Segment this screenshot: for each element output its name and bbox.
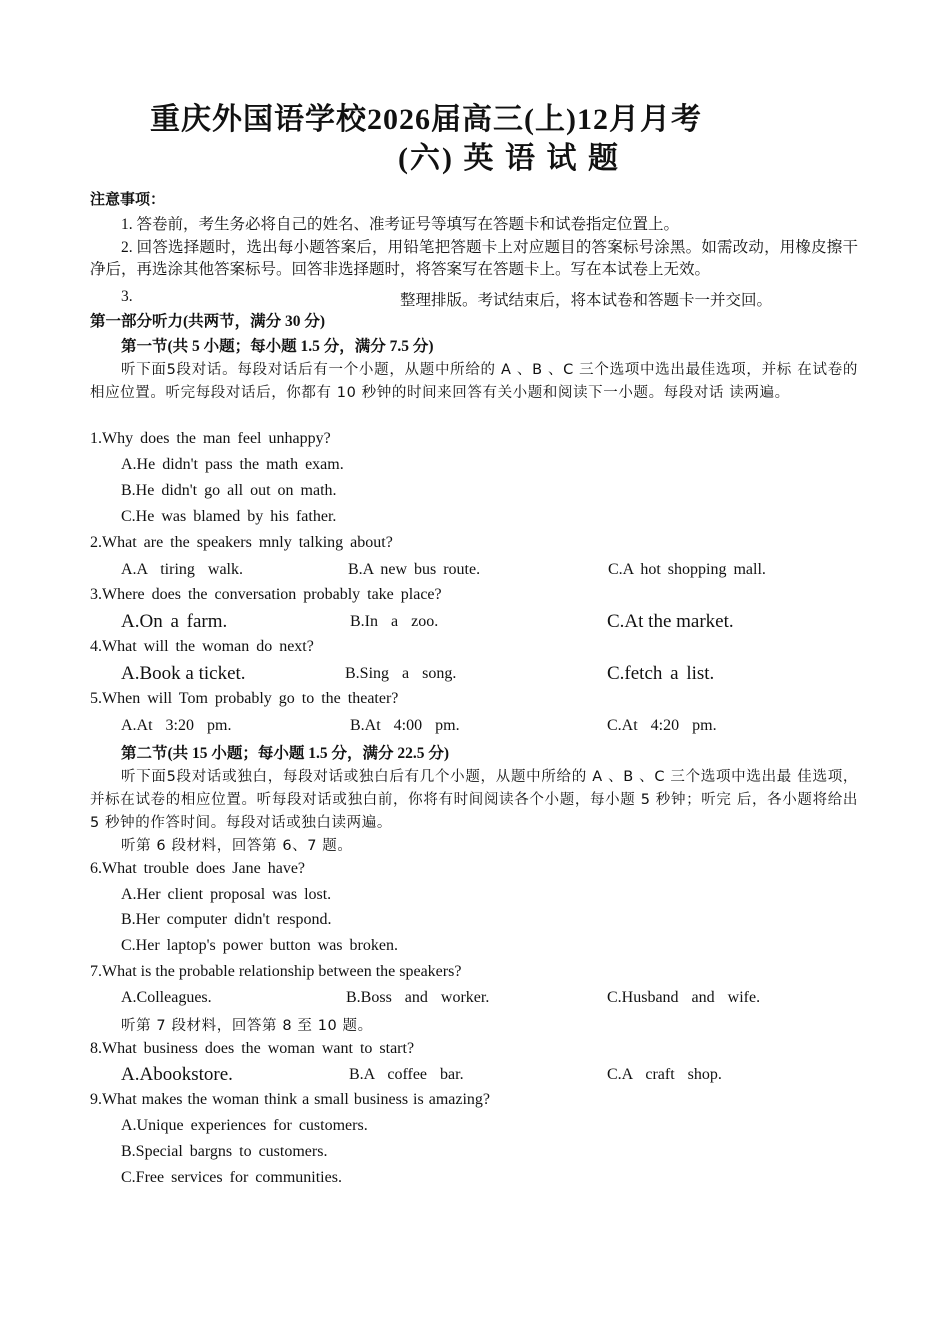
material-7-note: 听第 7 段材料，回答第 8 至 10 题。 xyxy=(121,1018,373,1034)
notes-heading: 注意事项： xyxy=(90,192,166,208)
question-1-option-a: A.He didn't pass the math exam. xyxy=(121,456,344,473)
question-2-option-c: C.A hot shopping mall. xyxy=(608,561,766,578)
question-7-option-a: A.Colleagues. xyxy=(121,989,212,1006)
note-item-1: 1. 答卷前，考生务必将自己的姓名、准考证号等填写在答题卡和试卷指定位置上。 xyxy=(121,216,680,233)
question-4-option-c: C.fetch a list. xyxy=(607,663,715,684)
question-3-option-b: B.In a zoo. xyxy=(350,613,439,630)
exam-title-line1: 重庆外国语学校2026届高三(上)12月月考 xyxy=(150,103,702,136)
question-4-stem: 4.What will the woman do next? xyxy=(90,638,314,655)
question-3-option-c: C.At the market. xyxy=(607,611,734,632)
question-6-option-b: B.Her computer didn't respond. xyxy=(121,911,332,928)
question-3-stem: 3.Where does the conversation probably take place? xyxy=(90,586,442,603)
question-5-option-a: A.At 3:20 pm. xyxy=(121,717,232,734)
material-6-note: 听第 6 段材料，回答第 6、7 题。 xyxy=(121,838,353,854)
question-5-option-b: B.At 4:00 pm. xyxy=(350,717,460,734)
question-5-option-c: C.At 4:20 pm. xyxy=(607,717,717,734)
question-9-option-b: B.Special bargns to customers. xyxy=(121,1143,328,1160)
note-item-2: 2. 回答选择题时，选出每小题答案后，用铅笔把答题卡上对应题目的答案标号涂黑。如需改动，用橡皮擦干净后，再选涂其他答案标号。回答非选择题时，将答案写在答题卡上。写在本试卷上无效。 xyxy=(90,239,858,278)
question-7-option-c: C.Husband and wife. xyxy=(607,989,761,1006)
part1-heading: 第一部分听力(共两节，满分 30 分) xyxy=(90,313,326,330)
note-item-3-text: 整理排版。考试结束后，将本试卷和答题卡一并交回。 xyxy=(400,292,773,309)
question-4-option-b: B.Sing a song. xyxy=(345,665,457,682)
section1-heading: 第一节(共 5 小题；每小题 1.5 分，满分 7.5 分) xyxy=(121,338,434,355)
exam-title-line2: (六) 英 语 试 题 xyxy=(398,142,620,175)
section2-instructions: 听下面5段对话或独白，每段对话或独白后有几个小题，从题中所给的 A 、B 、C 三个选项中选出最 佳选项，并标在试卷的相应位置。听每段对话或独白前，你将有时间阅读各个小题，每小题 5 秒钟；听完 后，各小题将给出 5 秒钟的作答时间。每段对话或独白读两遍。 xyxy=(90,769,858,831)
question-6-stem: 6.What trouble does Jane have? xyxy=(90,860,306,877)
question-2-option-b: B.A new bus route. xyxy=(348,561,481,578)
question-2-stem: 2.What are the speakers mnly talking about? xyxy=(90,534,393,551)
question-6-option-a: A.Her client proposal was lost. xyxy=(121,886,332,903)
question-1-stem: 1.Why does the man feel unhappy? xyxy=(90,430,331,447)
question-4-option-a: A.Book a ticket. xyxy=(121,663,246,684)
question-9-stem: 9.What makes the woman think a small business is amazing? xyxy=(90,1091,491,1108)
question-1-option-c: C.He was blamed by his father. xyxy=(121,508,337,525)
section2-heading: 第二节(共 15 小题；每小题 1.5 分，满分 22.5 分) xyxy=(121,745,450,762)
question-8-option-b: B.A coffee bar. xyxy=(349,1066,464,1083)
question-7-option-b: B.Boss and worker. xyxy=(346,989,490,1006)
question-8-option-a: A.Abookstore. xyxy=(121,1064,233,1085)
question-8-option-c: C.A craft shop. xyxy=(607,1066,722,1083)
question-9-option-c: C.Free services for communities. xyxy=(121,1169,342,1186)
question-8-stem: 8.What business does the woman want to start? xyxy=(90,1040,415,1057)
question-1-option-b: B.He didn't go all out on math. xyxy=(121,482,337,499)
question-7-stem: 7.What is the probable relationship between the speakers? xyxy=(90,963,462,980)
question-9-option-a: A.Unique experiences for customers. xyxy=(121,1117,368,1134)
question-2-option-a: A.A tiring walk. xyxy=(121,561,243,578)
question-6-option-c: C.Her laptop's power button was broken. xyxy=(121,937,398,954)
note-item-3-number: 3. xyxy=(121,288,133,305)
section1-instructions: 听下面5段对话。每段对话后有一个小题，从题中所给的 A 、B 、C 三个选项中选出最佳选项，并标 在试卷的相应位置。听完每段对话后，你都有 10 秒钟的时间来回答有关小题和阅读下一小题。每段对话 读两遍。 xyxy=(90,362,858,401)
question-5-stem: 5.When will Tom probably go to the theater? xyxy=(90,690,399,707)
question-3-option-a: A.On a farm. xyxy=(121,611,228,632)
